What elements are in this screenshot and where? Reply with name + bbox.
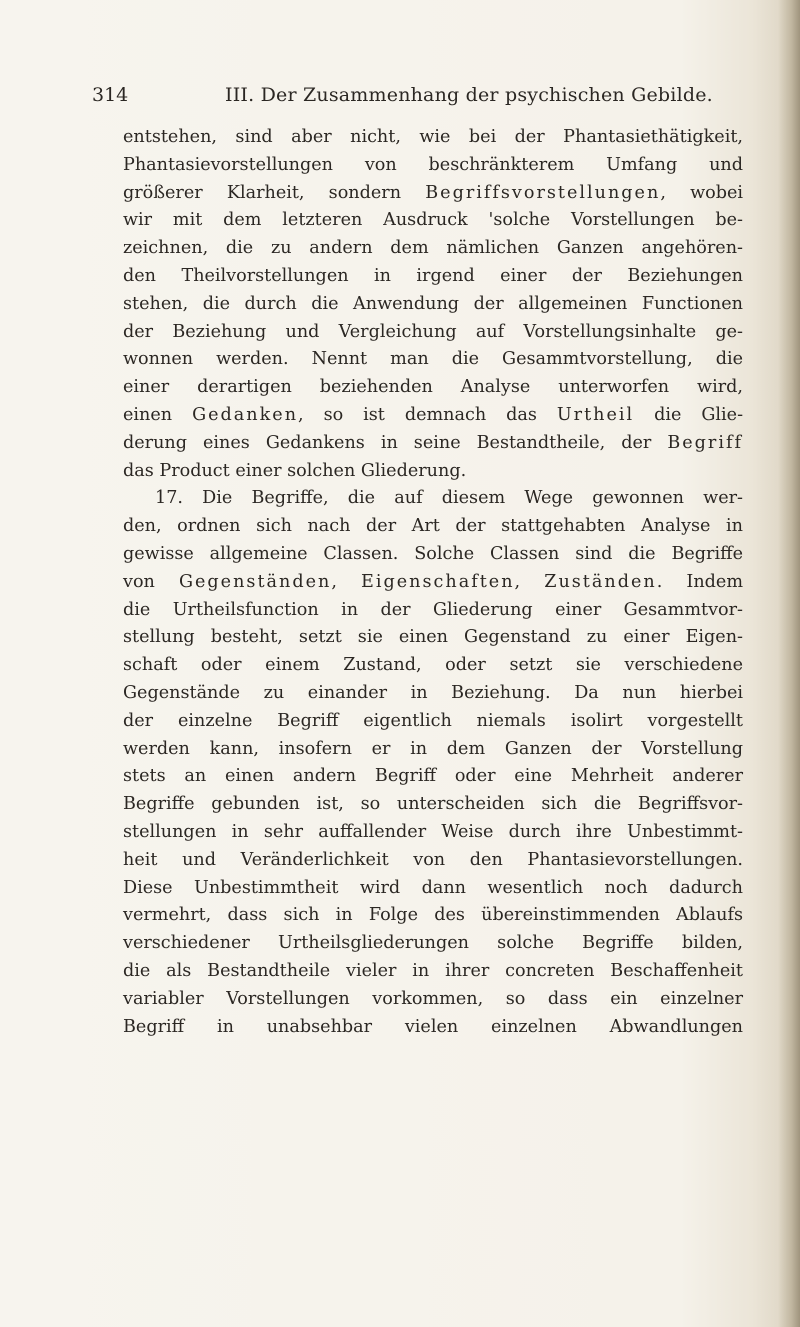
emphasis-term: Gedanken (192, 404, 299, 425)
text-line: den, ordnen sich nach der Art der stattgehabten Analyse in (123, 516, 743, 537)
text-line: Diese Unbestimmtheit wird dann wesentlich noch dadurch (123, 877, 743, 898)
text-line: das Product einer solchen Gliederung. (123, 460, 467, 481)
text-line: Begriff in unabsehbar vielen einzelnen Abwandlungen (123, 1016, 743, 1037)
text-line: der Beziehung und Vergleichung auf Vorstellungsinhalte ge- (123, 321, 743, 342)
emphasis-term: Gegenständen (178, 571, 332, 592)
text-line: Gegenstände zu einander in Beziehung. Da nun hierbei (123, 682, 743, 703)
text-line: entstehen, sind aber nicht, wie bei der Phantasiethätigkeit, (123, 127, 743, 147)
text-line: den Theilvorstellungen in irgend einer der Beziehungen (123, 265, 743, 286)
text-line: einen Gedanken, so ist demnach das Urtheil die Glie- (123, 404, 744, 425)
text-line: 17. Die Begriffe, die auf diesem Wege gewonnen wer- (155, 488, 743, 509)
text-line: stellung besteht, setzt sie einen Gegenstand zu einer Eigen- (123, 627, 743, 648)
body-text (123, 124, 743, 1041)
text-line: zeichnen, die zu andern dem nämlichen Ganzen angehören- (123, 238, 743, 259)
text-line: die Urtheilsfunction in der Gliederung einer Gesammtvor- (123, 599, 743, 620)
text-line: verschiedener Urtheilsgliederungen solche Begriffe bilden, (123, 933, 743, 954)
text-line: werden kann, insofern er in dem Ganzen der Vorstellung (123, 738, 743, 759)
text-line: stehen, die durch die Anwendung der allgemeinen Functionen (123, 293, 743, 314)
running-header (92, 80, 712, 110)
text-line: größerer Klarheit, sondern Begriffsvorstellungen, wobei (123, 182, 744, 203)
emphasis-term: Zuständen (544, 571, 657, 592)
running-title: III. Der Zusammenhang der psychischen Gebilde. (225, 84, 713, 106)
emphasis-term: Urtheil (556, 404, 635, 425)
text-line: vermehrt, dass sich in Folge des übereinstimmenden Ablaufs (123, 905, 743, 926)
page-edge-shadow (778, 0, 800, 1327)
emphasis-term: Eigenschaften (361, 571, 515, 592)
text-line: stellungen in sehr auffallender Weise durch ihre Unbestimmt- (123, 821, 743, 842)
text-line: heit und Veränderlichkeit von den Phantasievorstellungen. (123, 849, 743, 870)
text-line: einer derartigen beziehenden Analyse unterworfen wird, (123, 377, 743, 398)
text-line: derung eines Gedankens in seine Bestandtheile, der Begriff (123, 432, 743, 453)
text-line: wir mit dem letzteren Ausdruck 'solche Vorstellungen be- (123, 210, 743, 231)
page-number: 314 (92, 84, 129, 106)
text-line: schaft oder einem Zustand, oder setzt sie verschiedene (123, 655, 743, 676)
text-line: Phantasievorstellungen von beschränkterem Umfang und (123, 154, 743, 175)
text-line: die als Bestandtheile vieler in ihrer concreten Beschaffenheit (123, 960, 743, 981)
emphasis-term: Begriffsvorstellungen (425, 182, 661, 203)
text-line: der einzelne Begriff eigentlich niemals isolirt vorgestellt (123, 710, 743, 731)
text-line: stets an einen andern Begriff oder eine Mehrheit anderer (123, 766, 743, 787)
text-line: gewisse allgemeine Classen. Solche Classen sind die Begriffe (123, 543, 743, 564)
emphasis-term: Begriff (667, 432, 743, 453)
text-line: Begriffe gebunden ist, so unterscheiden sich die Begriffsvor- (123, 794, 743, 815)
text-line: von Gegenständen, Eigenschaften, Zuständen. Indem (123, 571, 744, 592)
text-line: wonnen werden. Nennt man die Gesammtvorstellung, die (123, 349, 743, 370)
text-line: variabler Vorstellungen vorkommen, so dass ein einzelner (123, 988, 743, 1009)
